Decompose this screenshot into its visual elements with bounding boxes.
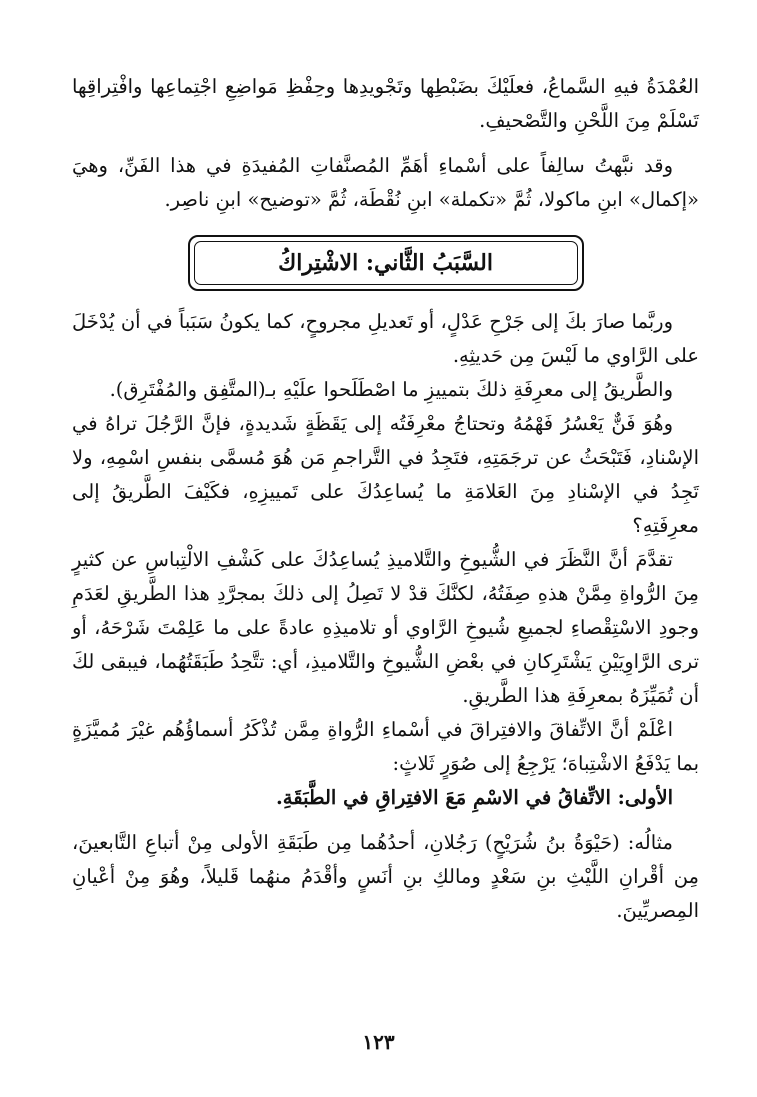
page-number: ١٢٣ [362, 1030, 395, 1054]
section-heading-inner-frame [194, 241, 578, 285]
paragraph-main-1: وربَّما صارَ بكَ إلى جَرْحِ عَدْلٍ، أو تَعديلِ مجروحٍ، كما يكونُ سَبَباً في أن يُدْخَلَ على الرَّاوي ما لَيْسَ مِن حَديثِهِ. [72, 310, 699, 367]
paragraph-intro-2: وقد نبَّهتُ سالِفاً على أسْماءِ أهَمِّ المُصنَّفاتِ المُفيدَةِ في هذا الفَنِّ، وهيَ «إكمال» ابنِ ماكولا، ثُمَّ «تكملة» ابنِ نُقْطَة، ثُمَّ «توضيح» ابنِ ناصِر. [72, 154, 699, 211]
paragraph-main-3: وهُوَ فَنٌّ يَعْسُرُ فَهْمُهُ وتحتاجُ معْرِفَتُه إلى يَقَظَةٍ شَديدةٍ، فإنَّ الرَّجُلَ تراهُ في الإسْنادِ، فَتَبْحَثُ عن ترجَمَتِهِ، فتَجِدُ في التَّراجمِ مَن هُوَ مُسمَّى بنفسِ اسْمِهِ، ولا تَجِدُ في الإسْنادِ مِنَ العَلامَةِ ما يُساعِدُكَ على تَمييزِهِ، فكَيْفَ الطَّريقُ إلى معرِفَتِهِ؟ [72, 412, 699, 537]
subheading-first-case: الأولى: الاتِّفاقُ في الاسْمِ مَعَ الافتِراقِ في الطَّبَقَةِ. [276, 786, 673, 809]
paragraph-main-4: تقدَّمَ أنَّ النَّظَرَ في الشُّيوخِ والتَّلاميذِ يُساعِدُكَ على كَشْفِ الالْتِباسِ عن كثيرٍ مِنَ الرُّواةِ مِمَّنْ هذهِ صِفَتُهُ، لكنَّكَ قدْ لا تَصِلُ إلى ذلكَ بمجرَّدِ هذا الطَّريقِ لعَدَمِ وجودِ الاسْتِقْصاءِ لجميعِ شُيوخِ الرَّاوي أو تلاميذِهِ عادةً على ما عَلِمْتَ شَرْحَهُ، أو ترى الرَّاوِيَيْنِ يَشْتَرِكانِ في بعْضِ الشُّيوخِ والتَّلاميذِ، أي: تتَّحِدُ طَبَقَتُهُما، فيبقى لكَ أن تُمَيِّزَهُ بمعرِفَةِ هذا الطَّريقِ. [72, 548, 699, 707]
paragraph-main-2: والطَّريقُ إلى معرِفَةِ ذلكَ بتمييزِ ما اصْطَلَحوا علَيْهِ بـ(المتَّفِق والمُفْتَرِق). [109, 378, 673, 401]
paragraph-main-5: اعْلَمْ أنَّ الاتِّفاقَ والافتِراقَ في أسْماءِ الرُّواةِ مِمَّن تُذْكَرُ أسماؤُهُم غيْرَ مُميَّزَةٍ بما يَدْفَعُ الاشْتِباهَ؛ يَرْجِعُ إلى صُوَرٍ ثَلاثٍ: [72, 718, 699, 775]
page-body [72, 70, 699, 928]
section-heading-frame [188, 235, 584, 291]
paragraph-example: مثالُه: (حَيْوَةُ بنُ شُرَيْحٍ) رَجُلانِ، أحدُهُما مِن طَبَقَةِ الأولى مِنْ أتباعِ التَّابعينَ، مِن أقْرانِ اللَّيْثِ بنِ سَعْدٍ ومالكِ بنِ أنَسٍ وأقْدَمُ منهُما قَليلاً، وهُوَ مِنْ أعْيانِ المِصريِّينَ. [72, 831, 699, 922]
section-heading: السَّبَبُ الثَّاني: الاشْتِراكُ [278, 250, 493, 276]
paragraph-intro-1: العُمْدَةُ فيهِ السَّماعُ، فعلَيْكَ بضَبْطِها وتَجْويدِها وحِفْظِ مَواضِعِ اجْتِماعِها وافْتِراقِها تَسْلَمْ مِنَ اللَّحْنِ والتَّصْحيفِ. [72, 75, 699, 132]
